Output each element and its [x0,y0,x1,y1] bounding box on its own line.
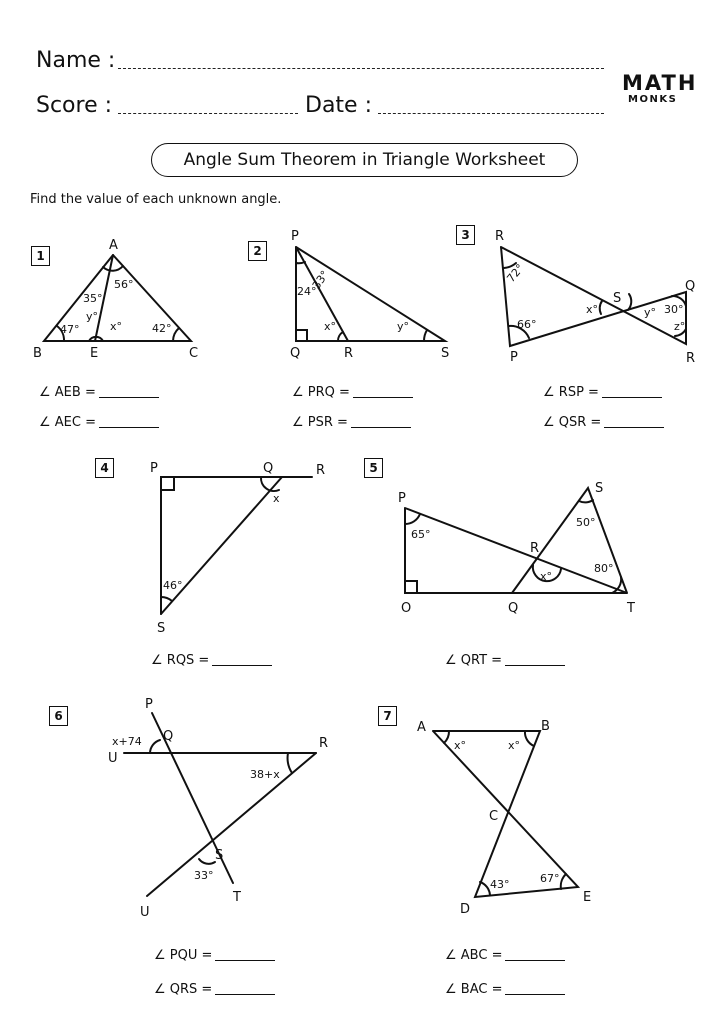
p7-point-b: B [541,719,550,734]
question-label: ∠ QRS = [154,982,213,997]
p4-point-r: R [316,463,326,478]
problem-number-2: 2 [248,241,267,261]
answer-blank[interactable] [505,994,565,995]
p4-point-p: P [150,461,158,476]
p3-angle-y: y° [644,306,657,319]
answer-blank[interactable] [505,665,565,666]
p6-angle-x74: x+74 [112,735,142,748]
answer-blank[interactable] [604,427,664,428]
answer-blank[interactable] [215,994,275,995]
p4-angle-x: x [273,492,280,505]
p6-point-u-left: U [108,751,118,766]
answer-p2-prq[interactable] [292,385,413,400]
p6-point-q: Q [163,729,174,744]
question-label: ∠ PQU = [154,948,213,963]
answer-p7-bac[interactable] [445,982,565,997]
p2-angle-33: 33° [309,268,332,292]
answer-blank[interactable] [99,427,159,428]
p3-angle-z: z° [674,320,686,333]
answer-blank[interactable] [505,960,565,961]
p6-point-p: P [145,697,153,712]
p2-angle-24: 24° [297,285,317,298]
p5-angle-50: 50° [576,516,596,529]
p1-point-c: C [189,346,199,361]
question-label: ∠ AEB = [39,385,96,400]
p2-point-s: S [441,346,450,361]
p3-angle-x: x° [586,303,599,316]
crossed-triangles-rsp [501,247,686,346]
answer-p4-rqs[interactable] [151,653,272,668]
question-label: ∠ RSP = [543,385,599,400]
logo-monks: MONKS [628,94,678,105]
answer-blank[interactable] [602,397,662,398]
p3-point-r-bottom: R [686,351,696,366]
p4-point-s: S [157,621,166,636]
p3-point-p: P [510,350,518,365]
score-label: Score : [36,93,113,118]
question-label: ∠ ABC = [445,948,503,963]
date-label: Date : [305,93,372,118]
answer-blank[interactable] [351,427,411,428]
answer-p5-qrt[interactable] [445,653,565,668]
answer-blank[interactable] [99,397,159,398]
question-label: ∠ AEC = [39,415,96,430]
problem-number-1: 1 [31,246,50,266]
p2-angle-y: y° [397,320,410,333]
p2-point-r: R [344,346,354,361]
question-label: ∠ QRT = [445,653,503,668]
p1-angle-56: 56° [114,278,134,291]
answer-p6-pqu[interactable] [154,948,275,963]
p7-point-a: A [417,720,426,735]
p3-angle-66: 66° [517,318,537,331]
problem-number-4: 4 [95,458,114,478]
p6-point-t: T [233,890,241,905]
question-label: ∠ PSR = [292,415,348,430]
p1-angle-47: 47° [60,323,80,336]
p1-point-a: A [109,238,118,253]
p5-angle-80: 80° [594,562,614,575]
p7-point-d: D [460,902,471,917]
answer-p3-rsp[interactable] [543,385,662,400]
name-label: Name : [36,48,116,73]
triangle-pqs-4 [161,477,312,614]
p7-point-c: C [489,809,499,824]
p5-point-o: O [401,601,412,616]
question-label: ∠ QSR = [543,415,602,430]
p5-point-p: P [398,491,406,506]
answer-blank[interactable] [353,397,413,398]
answer-p7-abc[interactable] [445,948,565,963]
question-label: ∠ PRQ = [292,385,350,400]
p6-point-u-bottom: U [140,905,150,920]
p3-angle-72: 72° [504,261,527,285]
question-label: ∠ BAC = [445,982,503,997]
problem-number-6: 6 [49,706,68,726]
p6-point-s: S [215,848,224,863]
p7-angle-43: 43° [490,878,510,891]
answer-p1-aeb[interactable] [39,385,159,400]
worksheet-title: Angle Sum Theorem in Triangle Worksheet [151,143,578,177]
answer-p6-qrs[interactable] [154,982,275,997]
problem-number-3: 3 [456,225,475,245]
logo-math: MATH [622,71,698,95]
p5-point-s: S [595,481,604,496]
p7-angle-67: 67° [540,872,560,885]
p7-angle-x-a: x° [454,739,467,752]
triangle-pqs [296,247,445,341]
p1-point-e: E [90,346,99,361]
p7-point-e: E [583,890,592,905]
p2-point-q: Q [290,346,301,361]
p4-angle-46: 46° [163,579,183,592]
answer-p1-aec[interactable] [39,415,159,430]
answer-blank[interactable] [215,960,275,961]
lines-6 [124,713,316,896]
p6-angle-33: 33° [194,869,214,882]
p7-angle-x-b: x° [508,739,521,752]
p4-point-q: Q [263,461,274,476]
problem-number-5: 5 [364,458,383,478]
p1-angle-y: y° [86,310,99,323]
p1-point-b: B [33,346,42,361]
question-label: ∠ RQS = [151,653,210,668]
p1-angle-42: 42° [152,322,172,335]
p5-point-q: Q [508,601,519,616]
p3-point-q: Q [685,279,696,294]
p3-point-r-top: R [495,229,505,244]
p6-point-r: R [319,736,329,751]
p1-angle-35: 35° [83,292,103,305]
p5-point-t: T [627,601,635,616]
p5-point-r: R [530,541,540,556]
p6-angle-38x: 38+x [250,768,280,781]
instructions: Find the value of each unknown angle. [30,192,282,207]
p1-angle-x: x° [110,320,123,333]
p2-angle-x: x° [324,320,337,333]
p3-angle-30: 30° [664,303,684,316]
triangles-5 [405,488,627,593]
problem-number-7: 7 [378,706,397,726]
p3-point-s: S [613,291,622,306]
p5-angle-x: x° [540,570,553,583]
answer-p2-psr[interactable] [292,415,411,430]
answer-blank[interactable] [212,665,272,666]
p5-angle-65: 65° [411,528,431,541]
p2-point-p: P [291,229,299,244]
answer-p3-qsr[interactable] [543,415,664,430]
